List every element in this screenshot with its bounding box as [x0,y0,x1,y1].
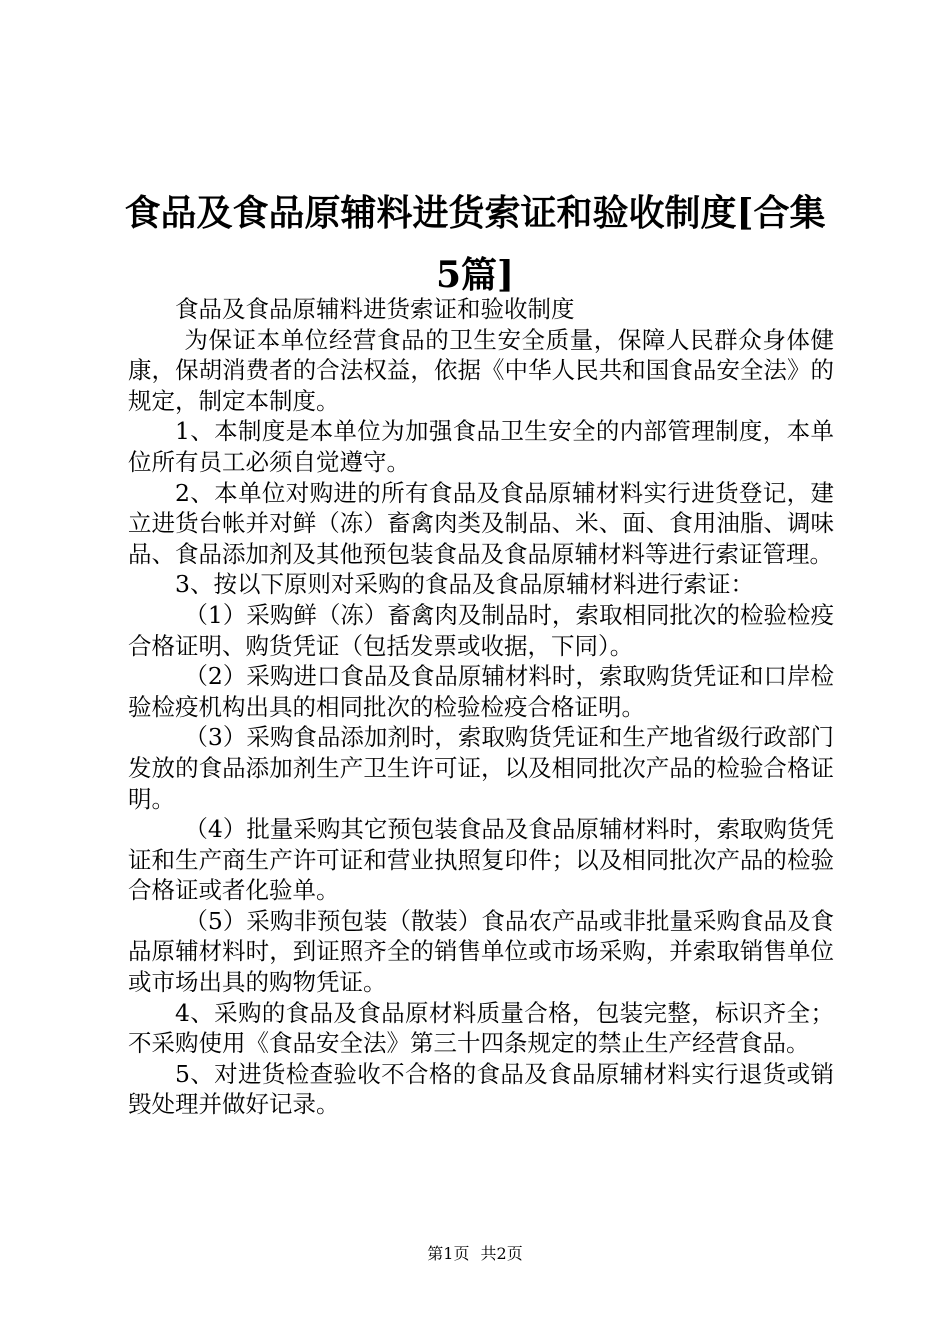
paragraph-item-2: （2）采购进口食品及食品原辅材料时，索取购货凭证和口岸检验检疫机构出具的相同批次的检验检疫合格证明。 [128,662,834,721]
paragraph-clause-2: 2、本单位对购进的所有食品及食品原辅材料实行进货登记，建立进货台帐并对鲜（冻）畜禽肉类及制品、米、面、食用油脂、调味品、食品添加剂及其他预包装食品及食品原辅材料等进行索证管理。 [128,478,834,568]
paragraph-item-4: （4）批量采购其它预包装食品及食品原辅材料时，索取购货凭证和生产商生产许可证和营业执照复印件；以及相同批次产品的检验合格证或者化验单。 [128,815,834,905]
title-line-2: 5篇] [435,254,515,296]
page-total: 共2页 [480,1244,523,1263]
paragraph-clause-3: 3、按以下原则对采购的食品及食品原辅材料进行索证： [175,570,754,599]
paragraph-clause-1: 1、本制度是本单位为加强食品卫生安全的内部管理制度，本单位所有员工必须自觉遵守。 [128,417,834,476]
paragraph-clause-4: 4、采购的食品及食品原材料质量合格，包装完整，标识齐全；不采购使用《食品安全法》第三十四条规定的禁止生产经营食品。 [128,998,834,1058]
paragraph-item-3: （3）采购食品添加剂时，索取购货凭证和生产地省级行政部门发放的食品添加剂生产卫生许可证，以及相同批次产品的检验合格证明。 [128,723,834,813]
page-number: 第1页 [427,1244,470,1263]
title-line-1: 食品及食品原辅料进货索证和验收制度[合集 [124,192,826,234]
paragraph-subtitle: 食品及食品原辅料进货索证和验收制度 [175,295,575,323]
paragraph-item-1: （1）采购鲜（冻）畜禽肉及制品时，索取相同批次的检验检疫合格证明、购货凭证（包括发票或收据，下同）。 [128,600,834,660]
document-body [128,294,834,1120]
paragraph-clause-5: 5、对进货检查验收不合格的食品及食品原辅材料实行退货或销毁处理并做好记录。 [128,1059,834,1119]
page-footer [0,1244,950,1264]
paragraph-intro: 为保证本单位经营食品的卫生安全质量，保障人民群众身体健康，保胡消费者的合法权益，依据《中华人民共和国食品安全法》的规定，制定本制度。 [128,325,834,415]
paragraph-item-5: （5）采购非预包装（散装）食品农产品或非批量采购食品及食品原辅材料时，到证照齐全的销售单位或市场采购，并索取销售单位或市场出具的购物凭证。 [128,906,834,997]
document-title [120,182,830,306]
